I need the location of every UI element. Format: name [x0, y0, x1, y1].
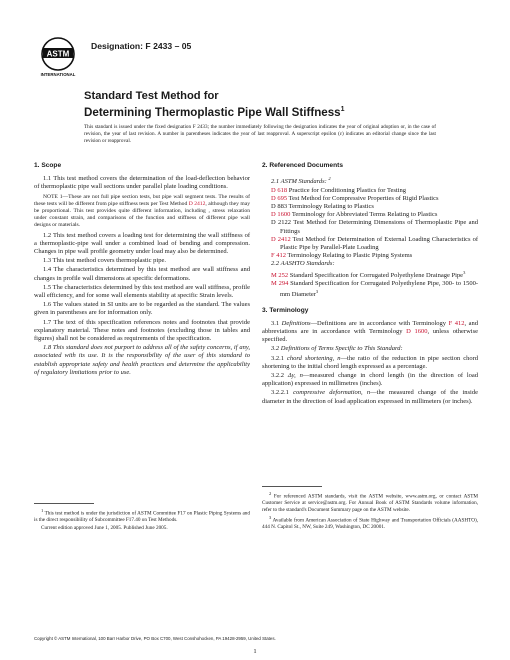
- para-1-6: 1.6 The values stated in SI units are to be regarded as the standard. The values given in parentheses are for information only.: [34, 301, 250, 317]
- para-1-4: 1.4 The characteristics determined by this test method are wall stiffness and changes in profile wall dimensions at specific deformations.: [34, 266, 250, 282]
- ref-link-m294[interactable]: M 294: [271, 279, 289, 287]
- svg-text:INTERNATIONAL: INTERNATIONAL: [40, 72, 76, 77]
- section-terminology-heading: 3. Terminology: [262, 306, 309, 314]
- reference-item: D 618 Practice for Conditioning Plastics for Testing: [271, 186, 407, 194]
- left-column: [34, 162, 250, 378]
- astm-logo: [37, 34, 79, 78]
- ref-link-d1600[interactable]: D 1600: [406, 327, 428, 335]
- para-1-5: 1.5 The characteristics determined by this test method are wall stiffness, profile wall efficiency, and for some wall elements stability at specific Strain levels.: [34, 283, 250, 300]
- ref-link-d618[interactable]: D 618: [271, 186, 288, 194]
- footnote-1: $^1$ This test method is under the jurisdiction of ASTM Committee F17 on Plastic Piping Systems and is the direct responsibility of Subcommittee F17.40 on Test Methods.: [34, 508, 250, 524]
- reference-item: D 1600 Terminology for Abbreviated Terms Relating to Plastics: [271, 211, 438, 219]
- copyright-line: Copyright © ASTM International, 100 Barr Harbor Drive, PO Box C700, West Conshohocken, PA 19428-2959, United States.: [34, 636, 276, 641]
- section-scope-heading: 1. Scope: [34, 162, 62, 169]
- para-3-2-1: 3.2.1 chord shortening, n—the ratio of the reduction in pipe section chord shortening to the initial chord length expressed as a percentage.: [262, 354, 479, 370]
- footnote-edition: Current edition approved June 1, 2005. Published June 2005.: [41, 525, 168, 532]
- note-1: NOTE 1—These are not full pipe section tests, but pipe wall segment tests. The results of these tests will be different from pipe stiffness tests per Test Method D 2412, although they may be proportional. This test provides quite different information, including , stress relaxation under constant strain, and comparisons of the function and stiffness of different pipe wall designs or materials.: [34, 193, 250, 228]
- issuance-note: This standard is issued under the fixed designation F 2433; the number immediately following the designation indicates the year of original adoption or, in the case of revision, the year of last revision. A number in parentheses indicates the year of last reapproval. A superscript epsilon (ε) indicates an editorial change since the last revision or reapproval.: [84, 124, 436, 144]
- astm-reference-list: [262, 187, 478, 261]
- aashto-standards-heading: 2.2 AASHTO Standards:: [271, 260, 335, 268]
- para-1-3: 1.3 This test method covers thermoplastic pipe.: [43, 257, 166, 265]
- footnotes-right: [262, 491, 478, 532]
- footnote-2: $^2$ For referenced ASTM standards, visit the ASTM website, www.astm.org, or contact ASTM Customer Service at service@astm.org. For Annual Book of ASTM Standards volume information, refer to the standard's Document Summary page on the ASTM website.: [262, 491, 478, 513]
- para-3-1: 3.1 Definitions—Definitions are in accordance with Terminology F 412, and abbreviations are in accordance with Terminology D 1600, unless otherwise specified.: [262, 319, 479, 344]
- footnote-rule-left: [34, 503, 94, 504]
- ref-link-d1600[interactable]: D 1600: [271, 211, 291, 219]
- para-1-7: 1.7 The text of this specification references notes and footnotes that provide explanatory material. These notes and footnotes (excluding those in tables and figures) shall not be considered as requirements of the specification.: [34, 318, 250, 343]
- document-title: [84, 90, 444, 120]
- ref-link-m252[interactable]: M 252: [271, 271, 289, 279]
- title-line-2: Determining Thermoplastic Pipe Wall Stiffness$^1$: [84, 105, 345, 119]
- ref-link-f412[interactable]: F 412: [448, 319, 465, 327]
- footnote-rule-right: [262, 486, 322, 487]
- section-refs-heading: 2. Referenced Documents: [262, 162, 343, 169]
- reference-item: D 695 Test Method for Compressive Properties of Rigid Plastics: [271, 194, 439, 202]
- reference-item: M 294 Standard Specification for Corrugated Polyethylene Pipe, 300- to 1500-mm Diameter$^3$: [271, 279, 479, 299]
- designation: Designation: F 2433 – 05: [91, 41, 192, 51]
- reference-item: D 2122 Test Method for Determining Dimensions of Thermoplastic Pipe and Fittings: [271, 219, 478, 235]
- ref-link-d2412[interactable]: D 2412: [188, 200, 206, 207]
- para-1-1: 1.1 This test method covers the determination of the load-deflection behavior of thermoplastic pipe wall sections under parallel plate loading conditions.: [34, 175, 250, 191]
- right-column: [262, 162, 478, 407]
- page-number: 1: [253, 648, 257, 655]
- reference-item: M 252 Standard Specification for Corrugated Polyethylene Drainage Pipe$^3$: [271, 269, 466, 279]
- footnote-3: $^3$ Available from American Association of State Highway and Transportation Officials (AASHTO), 444 N. Capitol St., NW, Suite 249, Washington, DC 20001.: [262, 515, 478, 531]
- para-1-2: 1.2 This test method covers a loading test for determining the wall stiffness of a thermoplastic-pipe wall under a combined load of bending and compression. Changes in pipe wall profile geometry under load may also be determined.: [34, 231, 250, 256]
- para-3-2: 3.2 Definitions of Terms Specific to This Standard:: [271, 345, 403, 353]
- para-3-2-2: 3.2.2 Δy, n—measured change in chord length (in the direction of load application) expressed in millimetres (inches).: [262, 371, 479, 388]
- reference-item: D 2412 Test Method for Determination of External Loading Characteristics of Plastic Pipe by Parallel-Plate Loading: [271, 235, 478, 251]
- aashto-reference-list: [262, 269, 478, 300]
- astm-standards-heading: 2.1 ASTM Standards: $^2$: [271, 176, 331, 186]
- ref-link-f412[interactable]: F 412: [271, 252, 286, 260]
- reference-item: D 883 Terminology Relating to Plastics: [271, 202, 374, 210]
- para-3-2-2-1: 3.2.2.1 compressive deformation, n—the measured change of the inside diameter in the direction of load application expressed in millimeters (or inches).: [262, 389, 478, 405]
- ref-link-d2412[interactable]: D 2412: [271, 235, 291, 243]
- footnotes-left: [34, 508, 250, 534]
- title-line-1: Standard Test Method for: [84, 90, 219, 102]
- reference-item: F 412 Terminology Relating to Plastic Piping Systems: [271, 252, 413, 260]
- para-1-8: 1.8 This standard does not purport to address all of the safety concerns, if any, associated with its use. It is the responsibility of the user of this standard to establish appropriate safety and health practices and determine the applicability of regulatory limitations prior to use.: [34, 344, 250, 376]
- svg-text:ASTM: ASTM: [46, 49, 70, 59]
- ref-link-d695[interactable]: D 695: [271, 194, 288, 202]
